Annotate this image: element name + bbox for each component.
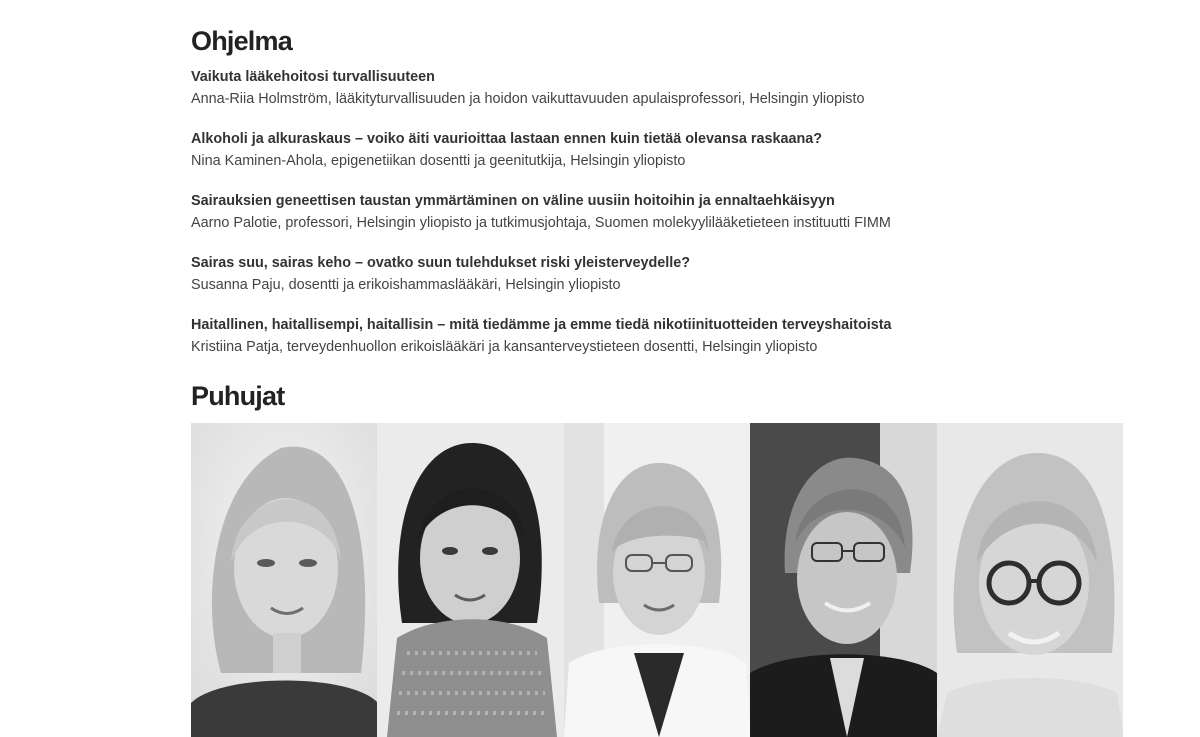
speaker-photo-1 (191, 423, 377, 737)
talk-speaker: Kristiina Patja, terveydenhuollon erikoislääkäri ja kansanterveystieteen dosentti, Helsingin yliopisto (191, 339, 818, 355)
program-item (191, 252, 1123, 314)
talk-speaker: Aarno Palotie, professori, Helsingin yliopisto ja tutkimusjohtaja, Suomen molekyylilääketieteen instituutti FIMM (191, 215, 891, 231)
speakers-heading: Puhujat (191, 381, 285, 411)
talk-title: Alkoholi ja alkuraskaus – voiko äiti vaurioittaa lastaan ennen kuin tietää olevansa raskaana? (191, 131, 823, 147)
talk-speaker: Nina Kaminen-Ahola, epigenetiikan dosentti ja geenitutkija, Helsingin yliopisto (191, 153, 686, 169)
talk-title: Sairauksien geneettisen taustan ymmärtäminen on väline uusiin hoitoihin ja ennaltaehkäisyyn (191, 193, 835, 209)
program-item (191, 314, 1123, 376)
talk-title: Haitallinen, haitallisempi, haitallisin – mitä tiedämme ja emme tiedä nikotiinituotteiden terveyshaitoista (191, 317, 892, 333)
speaker-photo-4 (750, 423, 936, 737)
talk-speaker: Anna-Riia Holmström, lääkityturvallisuuden ja hoidon vaikuttavuuden apulaisprofessori, Helsingin yliopisto (191, 91, 865, 107)
speaker-photo-5 (937, 423, 1123, 737)
program-heading: Ohjelma (191, 26, 292, 56)
talk-title: Vaikuta lääkehoitosi turvallisuuteen (191, 69, 435, 85)
speaker-photo-row (191, 423, 1123, 737)
program-item (191, 128, 1123, 190)
talk-speaker: Susanna Paju, dosentti ja erikoishammaslääkäri, Helsingin yliopisto (191, 277, 621, 293)
speaker-photo-2 (377, 423, 563, 737)
program-list (191, 66, 1123, 376)
program-item (191, 66, 1123, 128)
program-item (191, 190, 1123, 252)
talk-title: Sairas suu, sairas keho – ovatko suun tulehdukset riski yleisterveydelle? (191, 255, 691, 271)
speaker-photo-3 (564, 423, 750, 737)
